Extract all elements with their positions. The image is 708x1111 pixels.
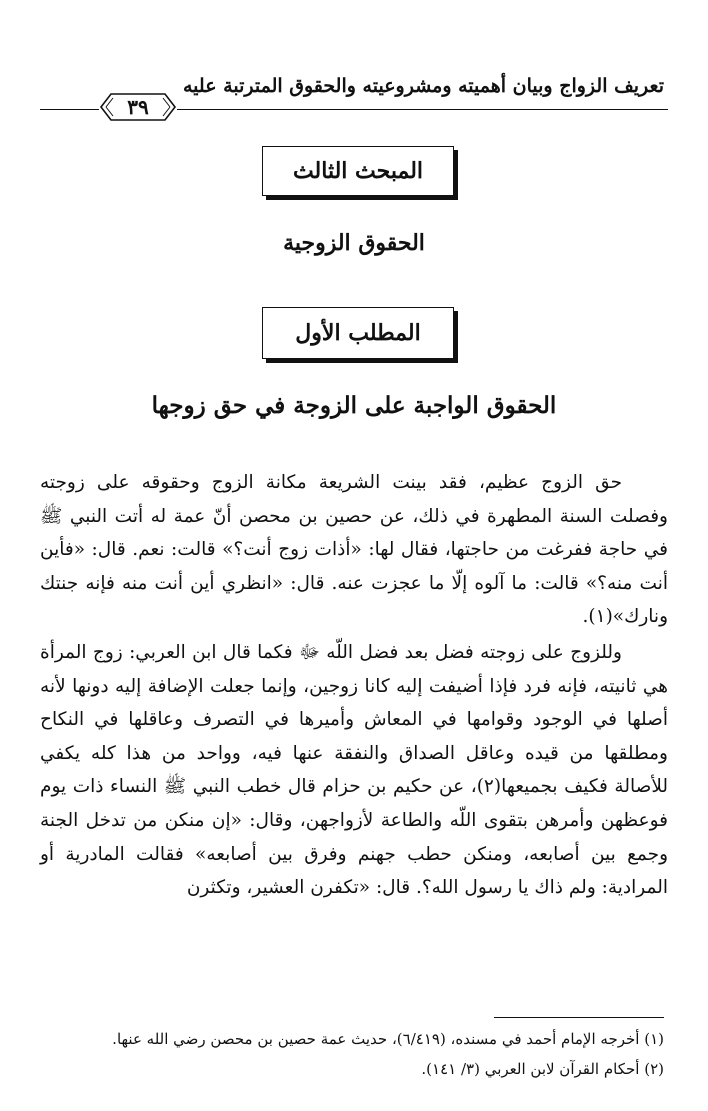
body-text: [40, 466, 668, 905]
footnote: (٢) أحكام القرآن لابن العربي (٣/ ١٤١).: [421, 1060, 664, 1078]
footnote: (١) أخرجه الإمام أحمد في مسنده، (٦/٤١٩)، حديث عمة حصين بن محصن رضي الله عنها.: [112, 1030, 664, 1048]
footnote-rule: [494, 1017, 664, 1018]
paragraph: وللزوج على زوجته فضل بعد فضل اللّه ﷻ فكما قال ابن العربي: زوج المرأة هي ثانيته، فإنه فرد فإذا أضيفت إليه كانا زوجين، وإنما جعلت الإضافة إليه دونها لأنه أصلها في الوجود وقوامها في المعاش وأميرها في التصرف وعاقلها في النكاح ومطلقها من قيده وعاقل الصداق والنفقة عنها فيه، وواحد من هذا كله يكفي للأصالة فكيف بجميعها(٢)، عن حكيم بن حزام قال خطب النبي ﷺ النساء ذات يوم فوعظهن وأمرهن بتقوى اللّه والطاعة لأزواجهن، وقال: «إن منكن من تدخل الجنة وجمع بين أصابعه، ومنكن حطب جهنم وفرق بين أصابعه» فقالت المادرية أو المرادية: ولم ذاك يا رسول الله؟. قال: «تكفرن العشير، وتكثرن: [40, 641, 668, 899]
subsection-heading: المطلب الأول: [262, 307, 454, 359]
section-subtitle: الحقوق الزوجية: [283, 230, 425, 256]
subsection-subtitle: الحقوق الواجبة على الزوجة في حق زوجها: [151, 392, 557, 419]
section-heading: المبحث الثالث: [262, 146, 454, 196]
running-header: تعريف الزواج وبيان أهميته ومشروعيته والحقوق المترتبة عليه: [183, 75, 664, 97]
page-number-badge: [99, 91, 177, 123]
footnotes: [40, 1024, 664, 1084]
paragraph: حق الزوج عظيم، فقد بينت الشريعة مكانة الزوج وحقوقه على زوجته وفصلت السنة المطهرة في ذلك، عن حصين بن محصن أنّ عمة له أتت النبي ﷺ في حاجة ففرغت من حاجتها، فقال لها: «أذات زوج أنت؟» قالت: نعم. قال: «فأين أنت منه؟» قالت: ما آلوه إلّا ما عجزت عنه. قال: «انظري أين أنت منه فإنه جنتك ونارك»(١).: [40, 472, 668, 628]
page-number: ٣٩: [127, 95, 149, 119]
